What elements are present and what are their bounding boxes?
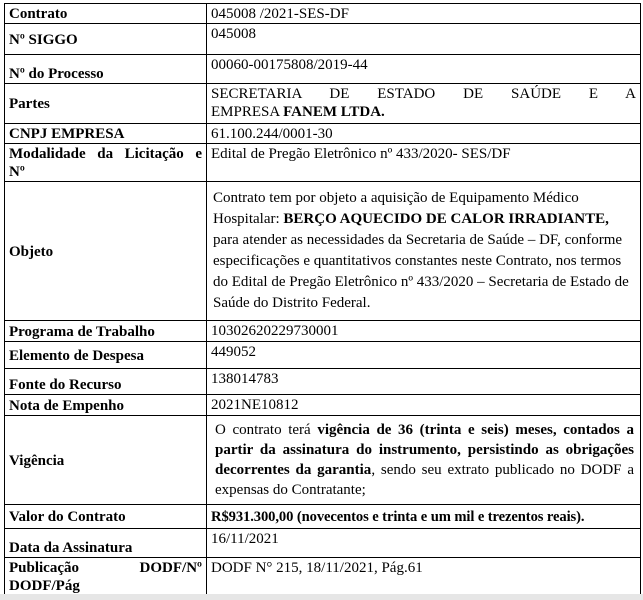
value-processo: 00060-00175808/2019-44 bbox=[207, 55, 641, 84]
modalidade-label-line1: Modalidade da Licitação e bbox=[9, 146, 202, 162]
row-fonte bbox=[5, 369, 641, 395]
partes-line1: SECRETARIA DE ESTADO DE SAÚDE E A bbox=[211, 86, 636, 102]
row-partes bbox=[5, 84, 641, 124]
value-publicacao: DODF N° 215, 18/11/2021, Pág.61 bbox=[207, 558, 641, 596]
label-modalidade bbox=[5, 144, 207, 182]
label-objeto: Objeto bbox=[5, 182, 207, 321]
publicacao-label-line2: DODF/Pág bbox=[9, 578, 80, 594]
partes-line2 bbox=[211, 103, 636, 121]
label-assinatura: Data da Assinatura bbox=[5, 529, 207, 558]
partes-prefix: EMPRESA bbox=[211, 104, 284, 120]
modalidade-label-line2: Nº bbox=[9, 164, 25, 180]
label-elemento: Elemento de Despesa bbox=[5, 342, 207, 369]
contract-extract-table bbox=[4, 3, 641, 596]
row-publicacao bbox=[5, 558, 641, 596]
row-contrato bbox=[5, 4, 641, 24]
label-processo: Nº do Processo bbox=[5, 55, 207, 84]
label-publicacao bbox=[5, 558, 207, 596]
value-cnpj: 61.100.244/0001-30 bbox=[207, 124, 641, 144]
row-siggo bbox=[5, 24, 641, 55]
label-siggo: Nº SIGGO bbox=[5, 24, 207, 55]
value-contrato: 045008 /2021-SES-DF bbox=[207, 4, 641, 24]
value-elemento: 449052 bbox=[207, 342, 641, 369]
label-programa: Programa de Trabalho bbox=[5, 321, 207, 342]
objeto-text-2: para atender as necessidades da Secretaria de Saúde – DF, conforme especificações e quantitativos constantes neste Contrato, nos termos do Edital de Pregão Eletrônico nº 433/2020 – Secretaria de Estado de Saúde do Distrito Federal. bbox=[213, 232, 629, 311]
value-fonte: 138014783 bbox=[207, 369, 641, 395]
row-elemento bbox=[5, 342, 641, 369]
row-vigencia bbox=[5, 416, 641, 505]
company-name: FANEM LTDA. bbox=[283, 104, 385, 120]
objeto-text-1: Contrato tem por objeto a aquisição de Equipamento Médico Hospitalar: bbox=[213, 190, 579, 227]
label-contrato: Contrato bbox=[5, 4, 207, 24]
objeto-equipment-name: BERÇO AQUECIDO DE CALOR IRRADIANTE, bbox=[283, 211, 609, 227]
vigencia-text-2: , sendo seu extrato publicado no DODF a expensas do Contratante; bbox=[215, 462, 634, 498]
value-siggo: 045008 bbox=[207, 24, 641, 55]
publicacao-label-right: DODF/Nº bbox=[139, 560, 202, 576]
value-valor: R$931.300,00 (novecentos e trinta e um mil e trezentos reais). bbox=[207, 505, 641, 529]
row-objeto bbox=[5, 182, 641, 321]
row-programa bbox=[5, 321, 641, 342]
value-empenho: 2021NE10812 bbox=[207, 395, 641, 416]
row-assinatura bbox=[5, 529, 641, 558]
label-vigencia: Vigência bbox=[5, 416, 207, 505]
row-modalidade bbox=[5, 144, 641, 182]
publicacao-label-left: Publicação bbox=[9, 560, 79, 576]
label-cnpj: CNPJ EMPRESA bbox=[5, 124, 207, 144]
vigencia-term: vigência de 36 (trinta e seis) meses, contados a partir da assinatura do instrumento, persistindo as obrigações decorrentes da garantia bbox=[215, 422, 634, 478]
value-partes bbox=[207, 84, 641, 124]
label-partes: Partes bbox=[5, 84, 207, 124]
row-processo bbox=[5, 55, 641, 84]
row-empenho bbox=[5, 395, 641, 416]
value-vigencia bbox=[207, 416, 641, 505]
publicacao-label-line1 bbox=[9, 559, 202, 577]
label-empenho: Nota de Empenho bbox=[5, 395, 207, 416]
label-valor: Valor do Contrato bbox=[5, 505, 207, 529]
row-valor bbox=[5, 505, 641, 529]
value-modalidade: Edital de Pregão Eletrônico nº 433/2020- SES/DF bbox=[207, 144, 641, 182]
vigencia-text-1: O contrato terá bbox=[215, 422, 318, 438]
row-cnpj bbox=[5, 124, 641, 144]
page-bottom-strip bbox=[0, 594, 643, 600]
value-programa: 10302620229730001 bbox=[207, 321, 641, 342]
value-assinatura: 16/11/2021 bbox=[207, 529, 641, 558]
label-fonte: Fonte do Recurso bbox=[5, 369, 207, 395]
value-objeto bbox=[207, 182, 641, 321]
